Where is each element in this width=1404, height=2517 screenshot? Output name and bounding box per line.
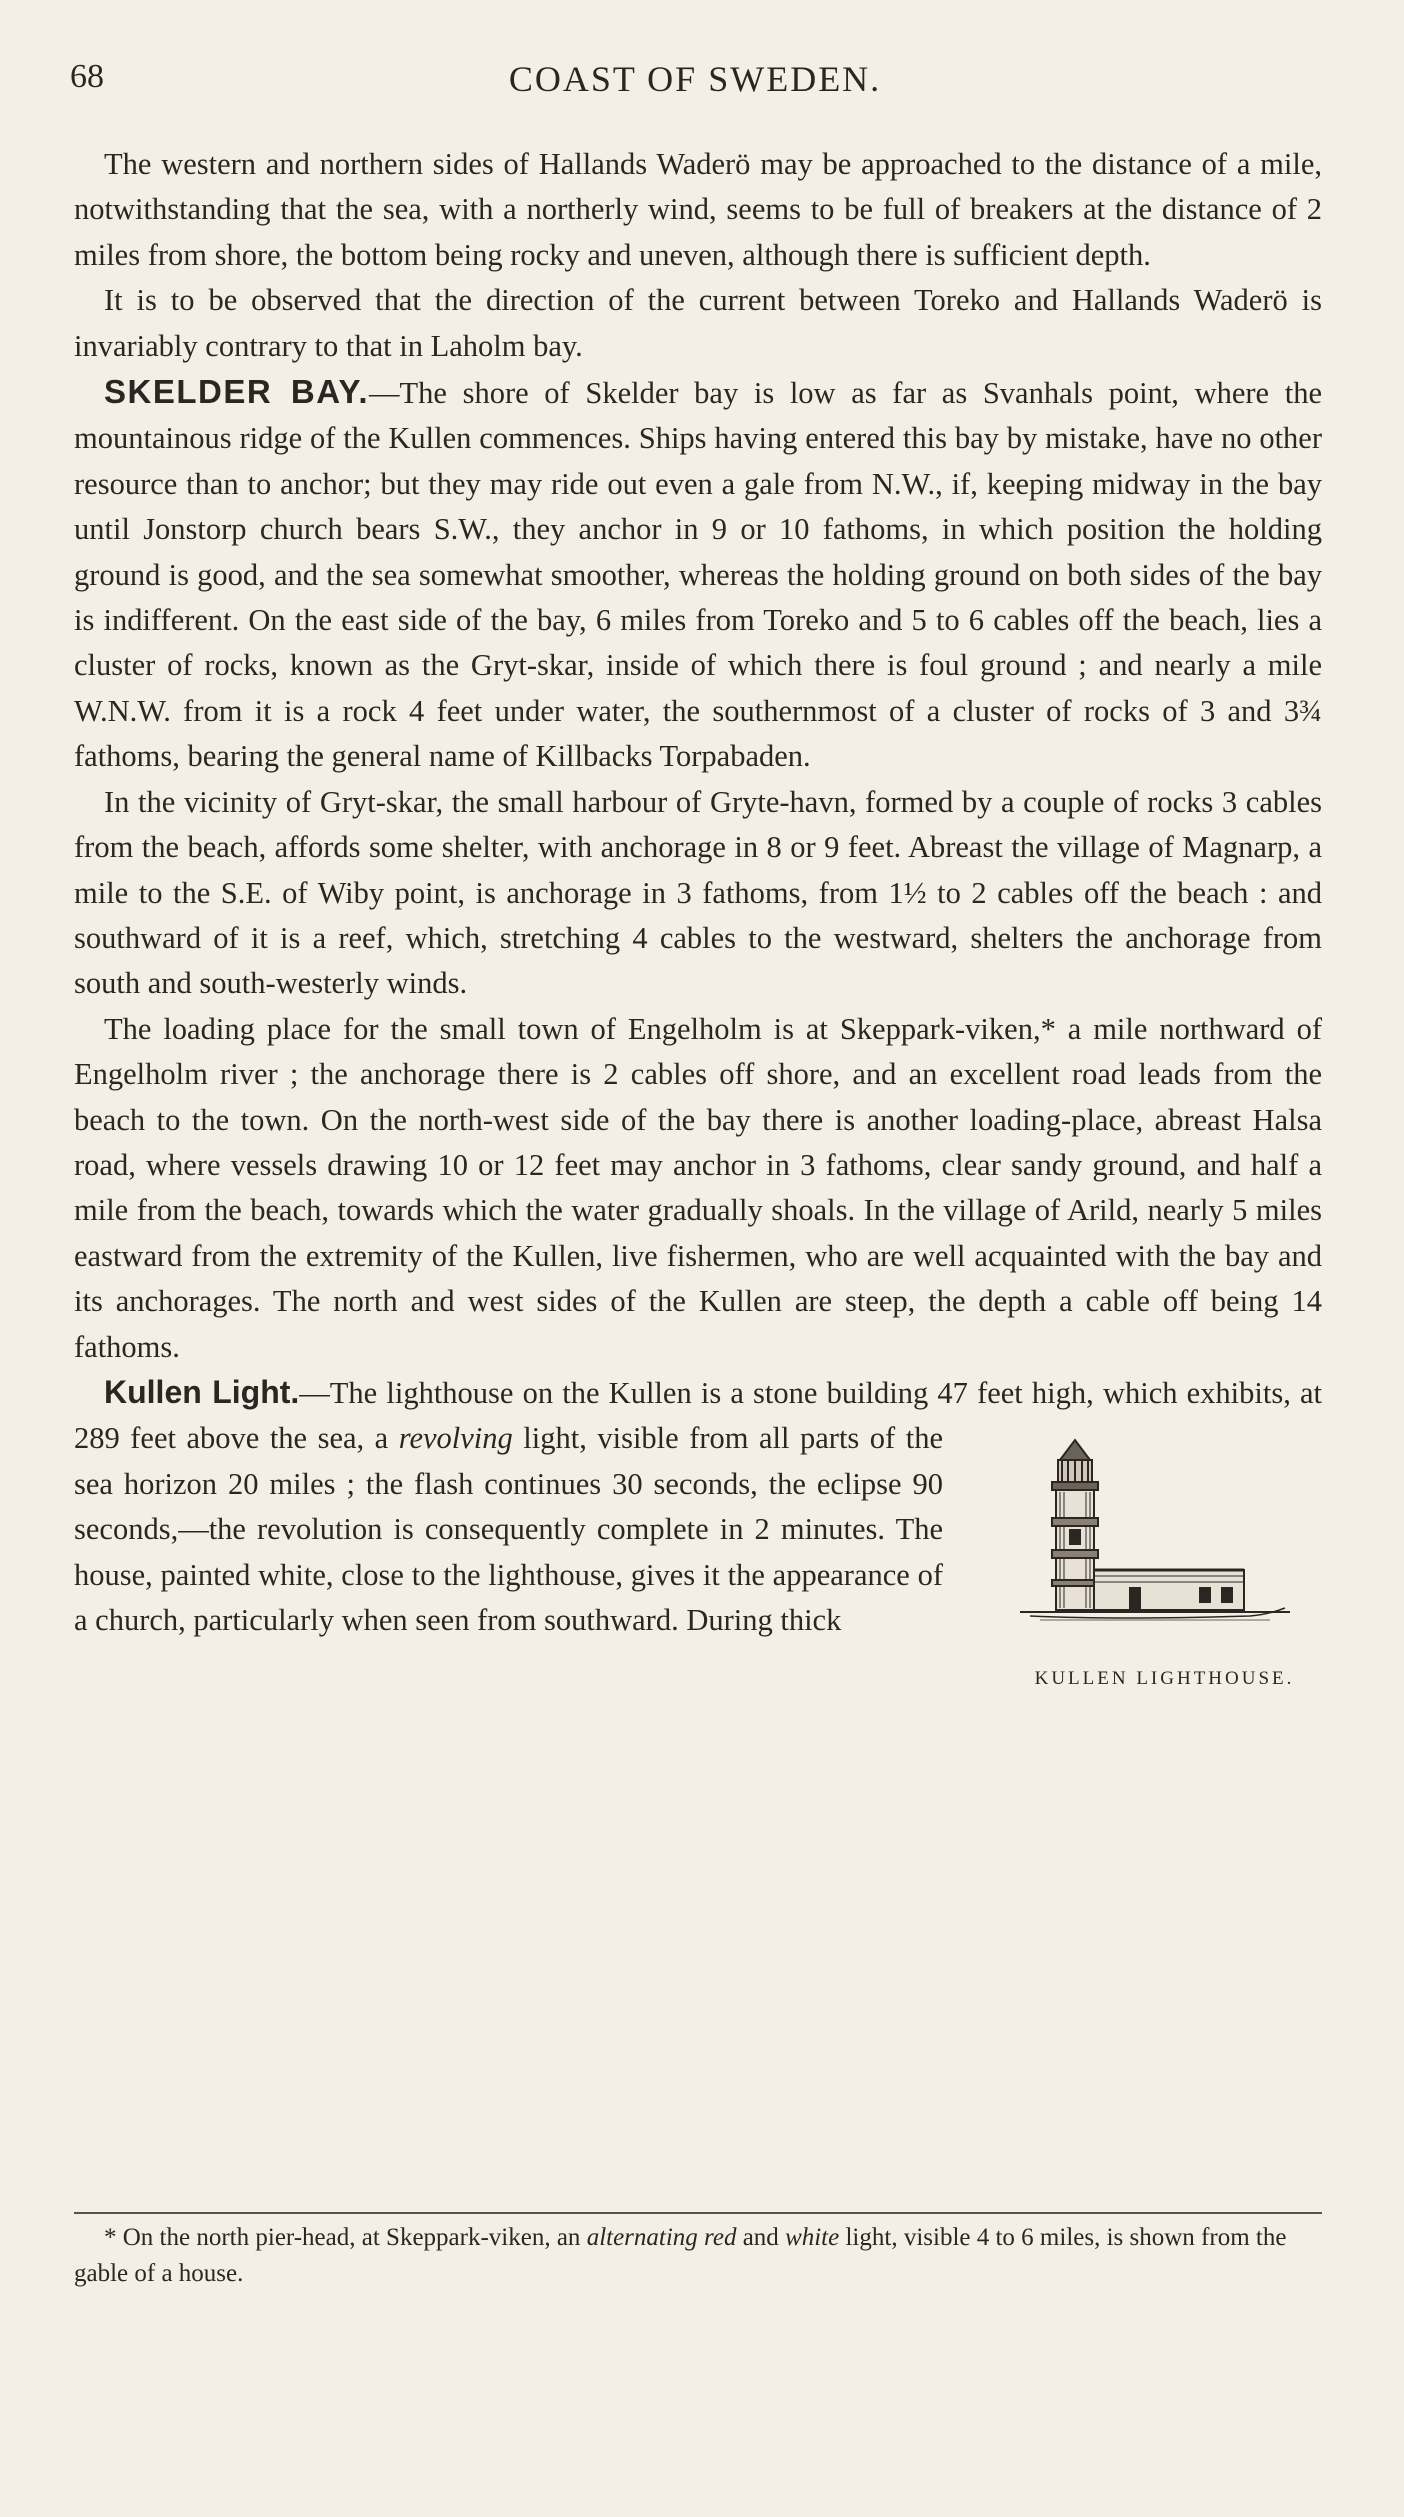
- footnote-italic-b: white: [785, 2224, 840, 2251]
- kullen-italic: revolving: [398, 1421, 513, 1456]
- paragraph-engelholm: [74, 1007, 1322, 1370]
- footnote-rule: [74, 2212, 1322, 2214]
- kullen-text-a: —The lighthouse on the Kullen is a stone building 47 feet high, which exhibits, at 289 feet above the sea, a: [74, 1375, 1323, 1456]
- skelder-bay-text: —The shore of Skelder bay is low as far as Svanhals point, where the mountainous ridge of the Kullen commences. Ships having entered this bay by mistake, have no other resource than to anchor; but they may ride out even a gale from N.W., if, keeping midway in the bay until Jonstorp church bears S.W., they anchor in 9 or 10 fathoms, in which position the holding ground is good, and the sea somewhat smoother, whereas the holding ground on both sides of the bay is indifferent. On the east side of the bay, 6 miles from Toreko and 5 to 6 cables off the beach, lies a cluster of rocks, known as the Gryt-skar, inside of which there is foul ground ; and nearly a mile W.N.W. from it is a rock 4 feet under water, the southernmost of a cluster of rocks of 3 and 3¾ fathoms, bearing the general name of Killbacks Torpabaden.: [74, 376, 1322, 774]
- footnote-text-b: and: [736, 2224, 786, 2251]
- page-number: 68: [70, 58, 104, 95]
- figure-caption: KULLEN LIGHTHOUSE.: [1034, 1668, 1295, 1690]
- engelholm-text-b: a mile northward of Engelholm river ; the anchorage there is 2 cables off shore, and an excellent road leads from the beach to the town. On the north-west side of the bay there is another loading-place, abreast Halsa road, where vessels drawing 10 or 12 feet may anchor in 3 fathoms, clear sandy ground, and half a mile from the beach, towards which the water gradually shoals. In the village of Arild, nearly 5 miles eastward from the extremity of the Kullen, live fishermen, who are well acquainted with the bay and its anchorages. The north and west sides of the Kullen are steep, the depth a cable off being 14 fathoms.: [74, 1011, 1322, 1364]
- footnote-paragraph: [74, 2220, 1322, 2292]
- footnote-text-c: light, visible 4 to 6 miles, is shown from the gable of a house.: [74, 2224, 1287, 2287]
- running-head: COAST OF SWEDEN.: [508, 59, 882, 99]
- footnote-marker: *: [1040, 1011, 1056, 1046]
- paragraph-current: It is to be observed that the direction of the current between Toreko and Hallands Waderö is invariably contrary to that in Laholm bay.: [74, 283, 1322, 363]
- section-heading-skelder-bay: SKELDER BAY.: [104, 373, 370, 411]
- paragraph-kullen-light: [74, 1370, 1323, 1690]
- page-header: [70, 58, 1320, 108]
- paragraph-gryt-skar: In the vicinity of Gryt-skar, the small harbour of Gryte-havn, formed by a couple of rocks 3 cables from the beach, affords some shelter, with anchorage in 8 or 9 feet. Abreast the village of Magnarp, a mile to the S.E. of Wiby point, is anchorage in 3 fathoms, from 1½ to 2 cables off the beach : and southward of it is a reef, which, stretching 4 cables to the westward, shelters the anchorage from south and south-westerly winds.: [74, 784, 1322, 1001]
- footnote: [74, 2220, 1322, 2292]
- paragraph-waderö: The western and northern sides of Hallands Waderö may be approached to the distance of a mile, notwithstanding that the sea, with a northerly wind, seems to be full of breakers at the distance of 2 miles from shore, the bottom being rocky and uneven, although there is sufficient depth.: [74, 147, 1322, 272]
- body-text: [74, 142, 1322, 1692]
- engelholm-text-a: The loading place for the small town of Engelholm is at Skeppark-viken,: [104, 1011, 1041, 1046]
- footnote-text-a: On the north pier-head, at Skeppark-viken, an: [116, 2224, 587, 2251]
- lighthouse-figure: [977, 1430, 1322, 1688]
- paragraph-skelder-bay: [74, 369, 1322, 780]
- section-heading-kullen-light: Kullen Light.: [104, 1373, 300, 1410]
- lighthouse-engraving: [1000, 1430, 1300, 1648]
- footnote-mark: *: [104, 2224, 117, 2251]
- footnote-italic-a: alternating red: [586, 2224, 737, 2251]
- kullen-text-b: light, visible from all parts of the sea horizon 20 miles ; the flash continues 30 seconds, the eclipse 90 seconds,—the revolution is consequently complete in 2 minutes. The house, painted white, close to the lighthouse, gives it the appearance of a church, particularly when seen from southward. During thick: [74, 1421, 943, 1637]
